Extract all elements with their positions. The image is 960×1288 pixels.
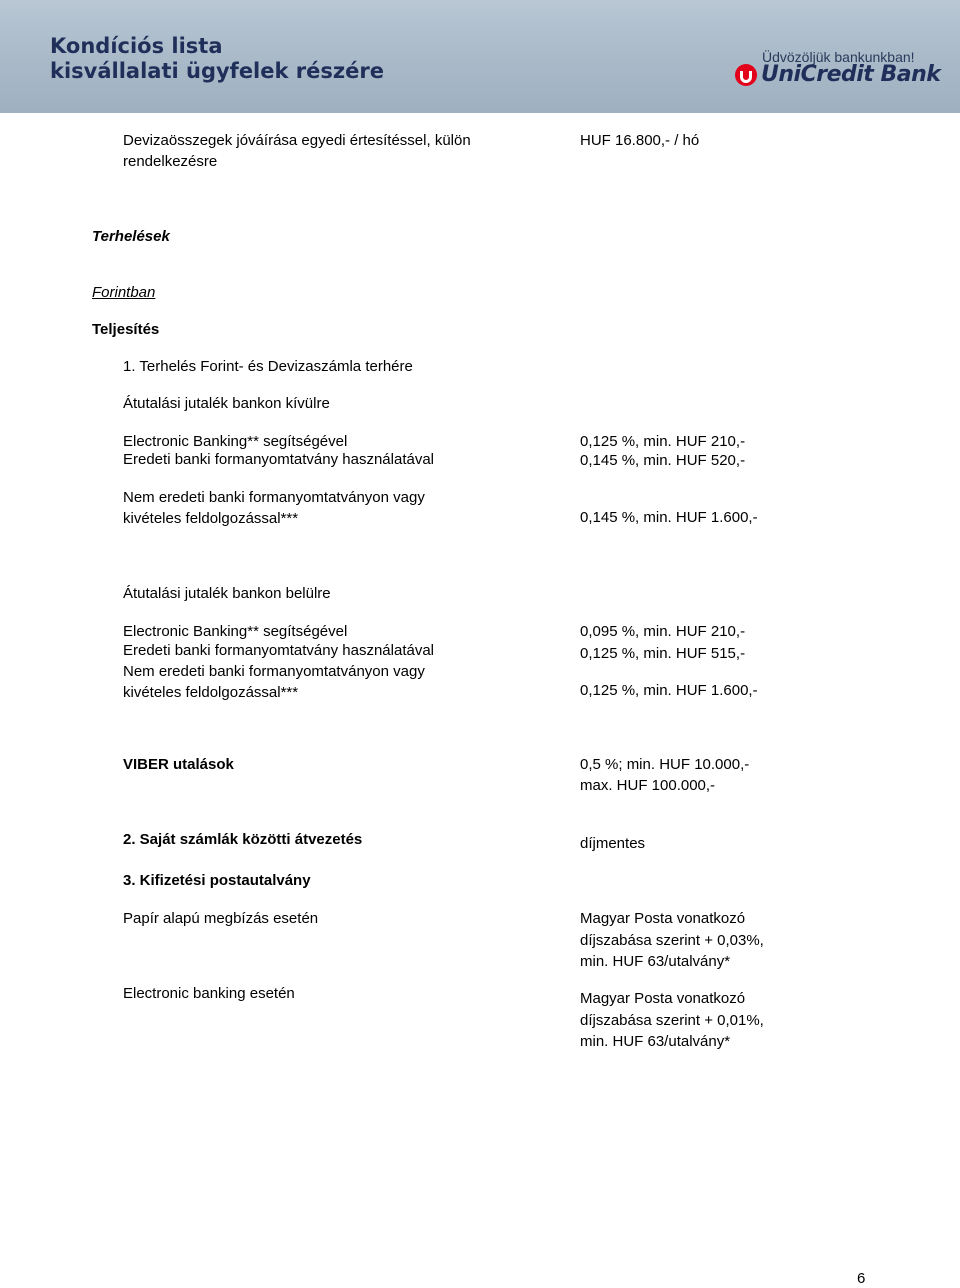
inside-row-label: Nem eredeti banki formanyomtatványon vagy bbox=[123, 663, 425, 680]
title-line-1: Kondíciós lista bbox=[50, 34, 223, 58]
outside-row-label: Nem eredeti banki formanyomtatványon vagy bbox=[123, 489, 425, 506]
bank-name: UniCredit Bank bbox=[761, 62, 941, 87]
item3-row-value: Magyar Posta vonatkozó bbox=[580, 910, 746, 927]
viber-value-line-1: 0,5 %; min. HUF 10.000,- bbox=[580, 756, 750, 773]
item3-row-value: Magyar Posta vonatkozó bbox=[580, 990, 746, 1007]
item3-row-value: díjszabása szerint + 0,03%, bbox=[580, 932, 764, 949]
header-banner bbox=[0, 0, 960, 113]
inside-row-value: 0,125 %, min. HUF 1.600,- bbox=[580, 682, 758, 699]
document-title bbox=[50, 34, 384, 84]
item3-row-value: min. HUF 63/utalvány* bbox=[580, 953, 731, 970]
outside-row-label: kivételes feldolgozással*** bbox=[123, 510, 299, 527]
outside-row-value: 0,125 %, min. HUF 210,- bbox=[580, 433, 746, 450]
page-number: 6 bbox=[857, 1270, 866, 1287]
inside-row-label: Eredeti banki formanyomtatvány használatával bbox=[123, 642, 435, 659]
viber-label: VIBER utalások bbox=[123, 756, 234, 773]
item3-row-value: min. HUF 63/utalvány* bbox=[580, 1033, 731, 1050]
item3-row-label: Papír alapú megbízás esetén bbox=[123, 910, 319, 927]
unicredit-logo-icon bbox=[734, 63, 758, 87]
outside-row-value: 0,145 %, min. HUF 520,- bbox=[580, 452, 746, 469]
section-title: Terhelések bbox=[92, 228, 170, 245]
item2-value: díjmentes bbox=[580, 835, 646, 852]
viber-value-line-2: max. HUF 100.000,- bbox=[580, 777, 716, 794]
item2-title: 2. Saját számlák közötti átvezetés bbox=[123, 831, 363, 848]
item3-row-value: díjszabása szerint + 0,01%, bbox=[580, 1012, 764, 1029]
welcome-text: Üdvözöljük bankunkban! bbox=[762, 49, 915, 65]
intro-label-line-1: Devizaösszegek jóváírása egyedi értesítéssel, külön bbox=[123, 132, 471, 149]
inside-row-label: kivételes feldolgozással*** bbox=[123, 684, 299, 701]
teljesites-heading: Teljesítés bbox=[92, 321, 160, 338]
inside-row-value: 0,125 %, min. HUF 515,- bbox=[580, 645, 746, 662]
outside-row-label: Electronic Banking** segítségével bbox=[123, 433, 348, 450]
item3-row-label: Electronic banking esetén bbox=[123, 985, 295, 1002]
inside-row-value: 0,095 %, min. HUF 210,- bbox=[580, 623, 746, 640]
outside-row-value: 0,145 %, min. HUF 1.600,- bbox=[580, 509, 758, 526]
intro-value: HUF 16.800,- / hó bbox=[580, 132, 700, 149]
inside-row-label: Electronic Banking** segítségével bbox=[123, 623, 348, 640]
item1-title: 1. Terhelés Forint- és Devizaszámla terhére bbox=[123, 358, 413, 375]
title-line-2: kisvállalati ügyfelek részére bbox=[50, 59, 384, 83]
outside-row-label: Eredeti banki formanyomtatvány használatával bbox=[123, 451, 435, 468]
subsection-title: Forintban bbox=[92, 284, 156, 301]
item3-title: 3. Kifizetési postautalvány bbox=[123, 872, 311, 889]
intro-label-line-2: rendelkezésre bbox=[123, 153, 218, 170]
outside-heading: Átutalási jutalék bankon kívülre bbox=[123, 395, 330, 412]
inside-heading: Átutalási jutalék bankon belülre bbox=[123, 585, 331, 602]
